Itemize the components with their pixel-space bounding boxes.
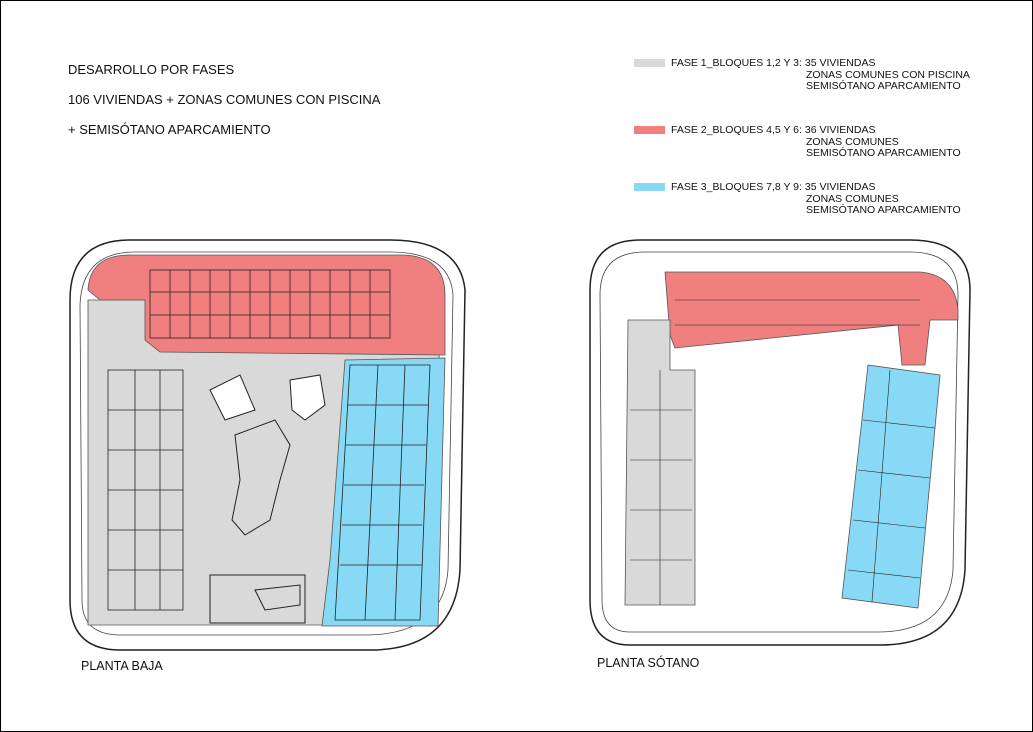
ground-floor-label: PLANTA BAJA <box>81 659 163 673</box>
legend-sub-phase-3-a: ZONAS COMUNES <box>806 192 899 205</box>
legend-label-phase-2: FASE 2_BLOQUES 4,5 Y 6: 36 VIVIENDAS <box>671 124 876 136</box>
ground-floor-plan <box>60 230 480 660</box>
legend-sub-phase-3-b: SEMISÓTANO APARCAMIENTO <box>806 204 961 216</box>
legend-label-phase-1: FASE 1_BLOQUES 1,2 Y 3: 35 VIVIENDAS <box>671 57 876 69</box>
legend-swatch-phase-3 <box>634 183 665 191</box>
legend-sub-phase-2-a: ZONAS COMUNES <box>806 135 899 148</box>
legend-swatch-phase-1 <box>634 59 665 67</box>
basement-phase-3-area <box>842 365 940 608</box>
legend-sub-phase-1-a: ZONAS COMUNES CON PISCINA <box>806 68 970 81</box>
legend-sub-phase-1-b: SEMISÓTANO APARCAMIENTO <box>806 80 961 92</box>
basement-phase-2-area <box>665 272 958 365</box>
basement-label: PLANTA SÓTANO <box>597 656 700 670</box>
legend-sub-phase-2-b: SEMISÓTANO APARCAMIENTO <box>806 147 961 159</box>
legend-label-phase-3: FASE 3_BLOQUES 7,8 Y 9: 35 VIVIENDAS <box>671 181 876 193</box>
basement-plan <box>580 230 980 655</box>
legend-swatch-phase-2 <box>634 126 665 134</box>
title-parking: + SEMISÓTANO APARCAMIENTO <box>68 122 271 137</box>
title-phases: DESARROLLO POR FASES <box>68 62 235 77</box>
title-dwellings: 106 VIVIENDAS + ZONAS COMUNES CON PISCINA <box>68 92 381 107</box>
